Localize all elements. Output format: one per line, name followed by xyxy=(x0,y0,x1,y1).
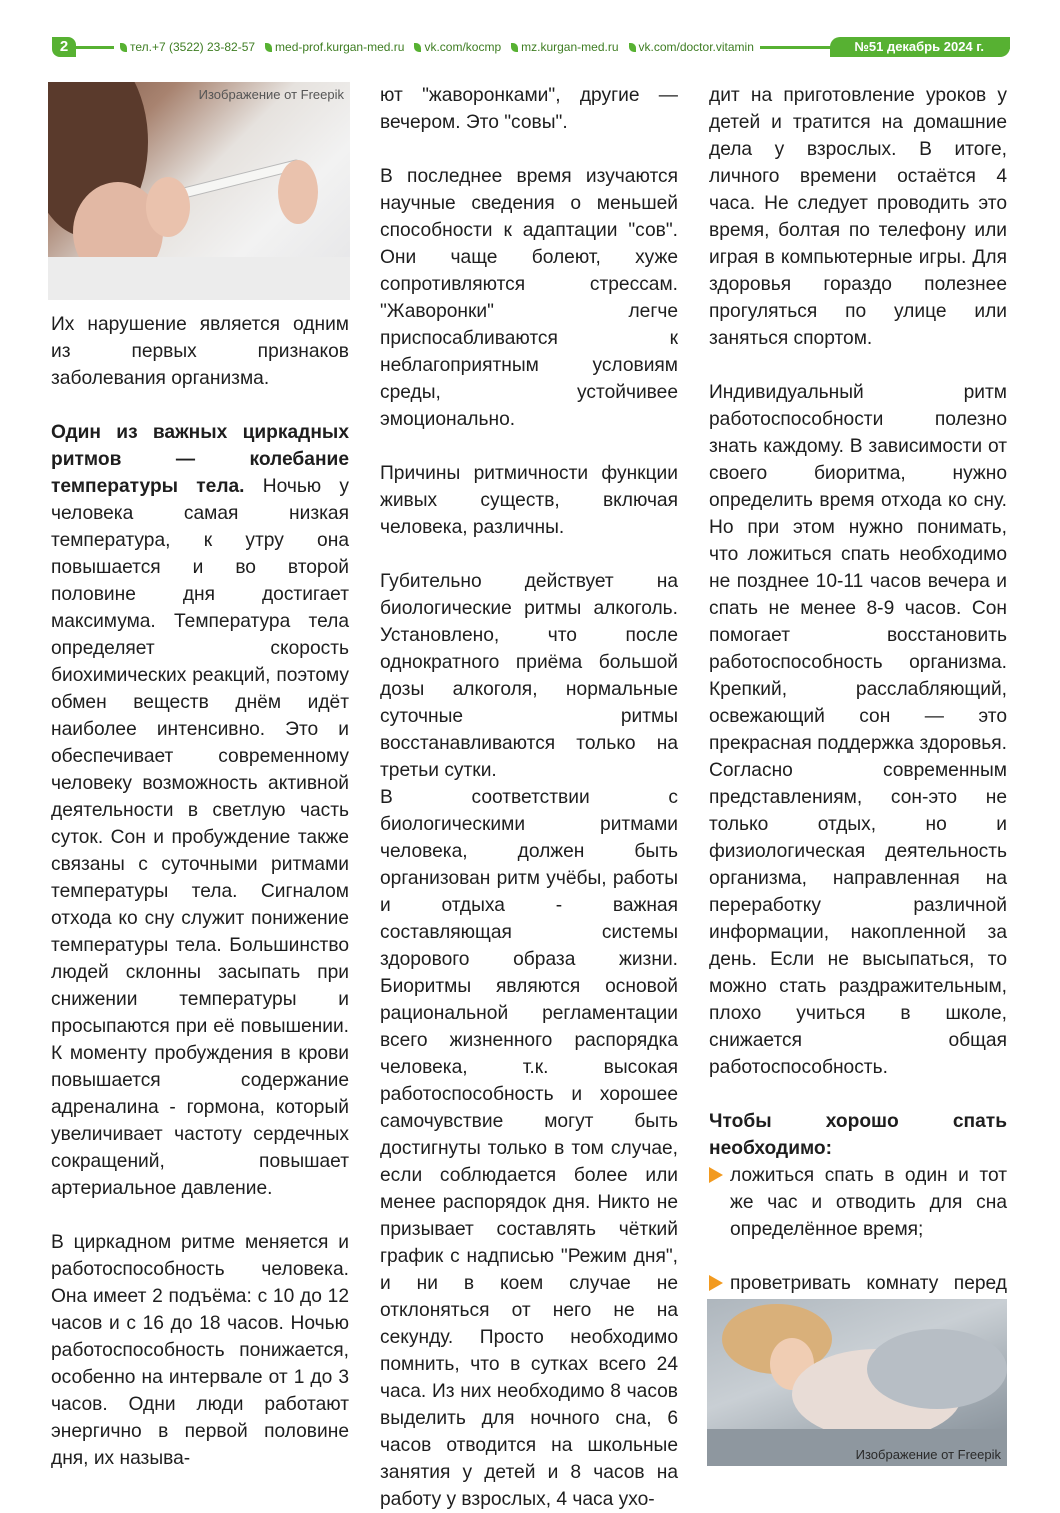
contact-vk-kocmp[interactable]: vk.com/kocmp xyxy=(414,40,501,54)
contact-list xyxy=(114,37,760,57)
page-header xyxy=(52,37,1010,57)
list-item: проветривать комнату перед xyxy=(709,1270,1007,1324)
paragraph: Один из важных циркадных ритмов — колебание температуры тела. Ночью у человека самая низкая температура, к утру она повышается и во второй половине дня достигает максимума. Температура тела определяет скорость биохимических реакций, поэтому обмен веществ днём идёт наиболее интенсивно. Это и обеспечивает современному человеку возможность активной деятельности в светлую часть суток. Сон и пробуждение также связаны с суточными ритмами температуры тела. Сигналом отхода ко сну служит понижение температуры тела. Большинство людей склонны засыпать при снижении температуры и просыпаются при её повышении. К моменту пробуждения в крови повышается содержание адреналина - гормона, который увеличивает частоту сердечных сокращений, повышает артериальное давление. xyxy=(51,422,349,1199)
leaf-icon xyxy=(414,43,421,52)
photo-credit: Изображение от Freepik xyxy=(198,87,344,102)
paragraph: дит на приготовление уроков у детей и тратится на домашние дела у взрослых. В итоге, личного времени остаётся 4 часа. Не следует проводить это время, болтая по телефону или играя в компьютерные игры. Для здоровья гораздо полезнее прогуляться по улице или заняться спортом. xyxy=(709,85,1007,349)
leaf-icon xyxy=(511,43,518,52)
paragraph: В последнее время изучаются научные сведения о меньшей способности к адаптации "сов". Они чаще болеют, хуже сопротивляются стрессам. "Жаворонки" легче приспосабливаются к неблагоприятным условиям среды, устойчивее эмоционально. xyxy=(380,166,678,430)
column-2 xyxy=(380,82,678,1513)
leaf-icon xyxy=(120,43,127,52)
list-item: ложиться спать в один и тот же час и отводить для сна определённое время; xyxy=(709,1162,1007,1243)
lead-in-bold: Один из важных циркадных ритмов — колебание температуры тела. xyxy=(51,422,349,497)
contact-vk-doctor[interactable]: vk.com/doctor.vitamin xyxy=(629,40,754,54)
column-1 xyxy=(51,82,349,1472)
paragraph: В соответствии с биологическими ритмами человека, должен быть организован ритм учёбы, работы и отдыха - важная составляющая системы здорового образа жизни. Биоритмы являются основой рациональной регламентации всего жизненного распорядка человека, т.к. высокая работоспособность и хорошее самочувствие могут быть достигнуты только в том случае, если соблюдается более или менее распорядок дня. Никто не призывает составлять чёткий график с надписью "Режим дня", и ни в коем случае не отклоняться от него не на секунду. Просто необходимо помнить, что в сутках всего 24 часа. Из них необходимо 8 часов выделить для ночного сна, 6 часов отводится на школьные занятия у детей и 8 часов на работу у взрослых, 4 часа ухо- xyxy=(380,787,678,1510)
contact-phone: тел.+7 (3522) 23-82-57 xyxy=(120,40,255,54)
paragraph: ют "жаворонками", другие — вечером. Это "совы". xyxy=(380,85,678,133)
arrow-bullet-icon xyxy=(709,1167,723,1183)
paragraph: Их нарушение является одним из первых признаков заболевания организма. xyxy=(51,314,349,389)
contact-ministry-site[interactable]: mz.kurgan-med.ru xyxy=(511,40,618,54)
leaf-icon xyxy=(629,43,636,52)
arrow-bullet-icon xyxy=(709,1275,723,1291)
column-3 xyxy=(709,82,1007,1351)
section-heading: Чтобы хорошо спать необходимо: xyxy=(709,1111,1007,1159)
contact-site[interactable]: med-prof.kurgan-med.ru xyxy=(265,40,404,54)
photo-credit: Изображение от Freepik xyxy=(855,1447,1001,1462)
sleeping-woman-photo xyxy=(707,1299,1007,1466)
paragraph: Причины ритмичности функции живых существ, включая человека, различны. xyxy=(380,463,678,538)
page-number: 2 xyxy=(52,37,76,57)
paragraph: Индивидуальный ритм работоспособности полезно знать каждому. В зависимости от своего биоритма, нужно определить время отхода ко сну. Но при этом нужно понимать, что ложиться спать необходимо не позднее 10-11 часов вечера и спать не менее 8-9 часов. Сон помогает восстановить работоспособность организма. Крепкий, расслабляющий, освежающий сон — это прекрасная поддержка здоровья. Согласно современным представлениям, сон-это не только отдых, но и физиологическая деятельность организма, направленная на переработку различной информации, накопленной за день. Если не высыпаться, то можно стать раздражительным, плохо учиться в школе, снижается общая работоспособность. xyxy=(709,382,1007,1078)
paragraph: В циркадном ритме меняется и работоспособность человека. Она имеет 2 подъёма: с 10 до 12 часов и с 16 до 18 часов. Ночью работоспособность понижается, особенно на интервале от 1 до 3 часов. Одни люди работают энергично в первой половине дня, их называ- xyxy=(51,1232,349,1469)
leaf-icon xyxy=(265,43,272,52)
paragraph: Губительно действует на биологические ритмы алкоголь. Установлено, что после однократного приёма большой дозы алкоголя, нормальные суточные ритмы восстанавливаются только на третьи сутки. xyxy=(380,571,678,781)
sleeping-illustration xyxy=(707,1299,1007,1466)
issue-badge: №51 декабрь 2024 г. xyxy=(830,37,1010,57)
